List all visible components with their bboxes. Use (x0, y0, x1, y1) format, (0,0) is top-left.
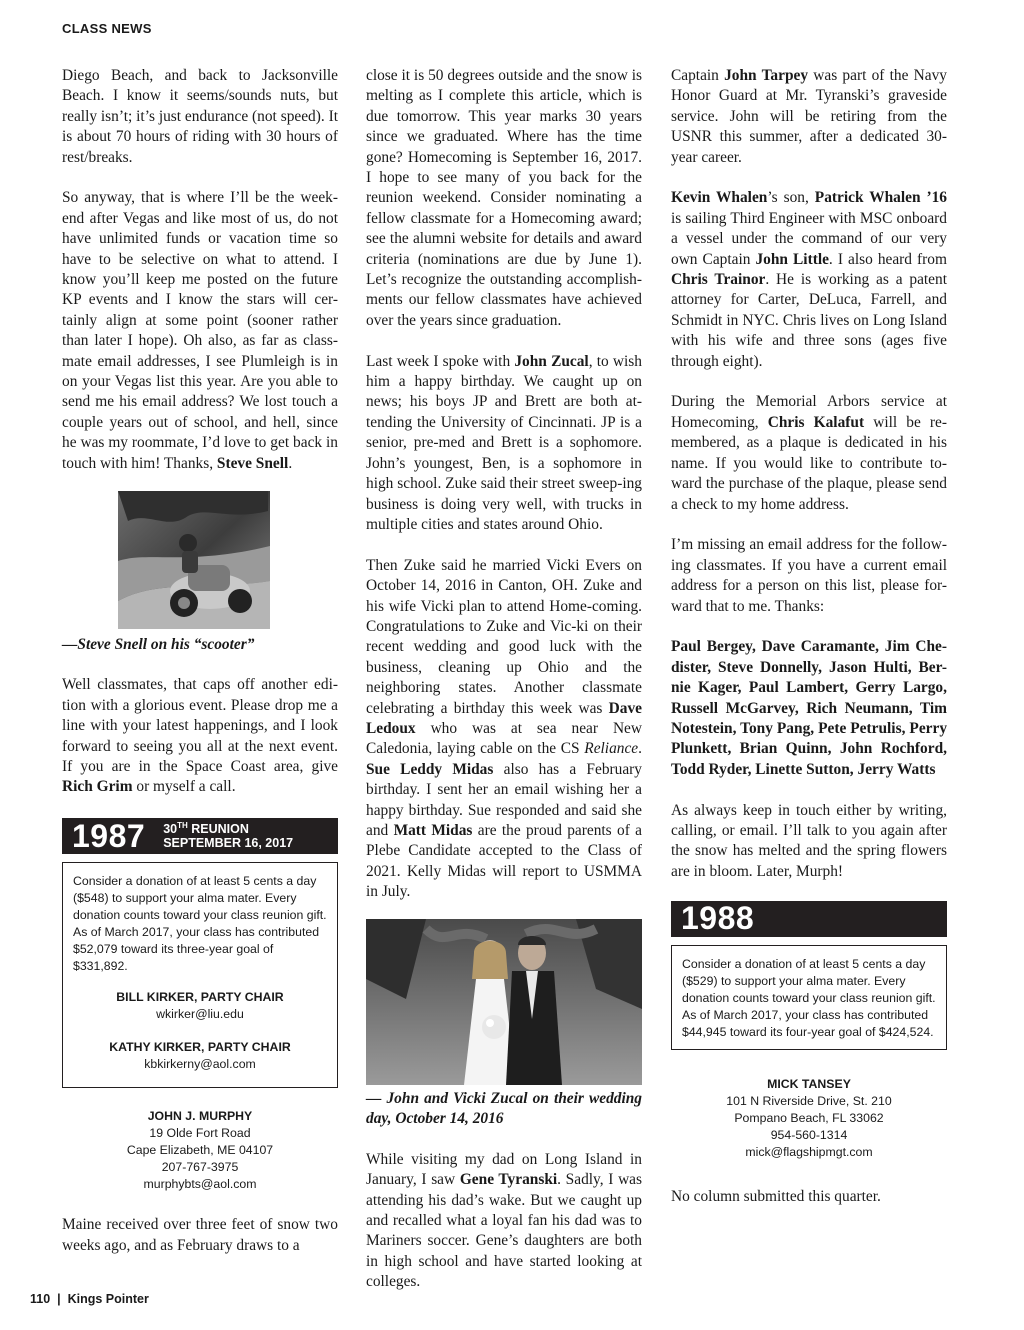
magazine-name: Kings Pointer (67, 1292, 149, 1306)
column-1 (62, 66, 338, 1276)
secretary-city: Cape Elizabeth, ME 04107 (126, 1143, 274, 1158)
class-year: 1988 (681, 900, 755, 937)
page-footer (30, 1292, 149, 1306)
signoff-name: Steve Snell (216, 454, 289, 472)
paragraph: close it is 50 degrees outside and the snow is melting as I complete this article, which is due tomorrow. This year marks 30 years since we graduated. Where has the time gone? Homecoming is September 16, 2017. I hope to see many of you back for the reunion weekend. Consider nominating a fellow classmate for a Homecoming award; see the alumni website for details and award criteria (nominations are due by June 1). Let’s recognize the outstanding accomplish-ments our fellow classmates have achieved over the years since graduation. (366, 67, 642, 329)
secretary-name: JOHN J. MURPHY (147, 1109, 253, 1124)
party-chair-name: BILL KIRKER, PARTY CHAIR (116, 990, 284, 1005)
secretary-email[interactable]: mick@flagshipmgt.com (745, 1144, 873, 1159)
class-year-banner (671, 901, 947, 937)
party-chair-email[interactable]: kbkirkerny@aol.com (144, 1057, 256, 1072)
paragraph: Last week I spoke with John Zucal, to wish him a happy birthday. We caught up on news; his boys JP and Brett are both at-tending the University of Cincinnati. JP is a senior, pre-med and Brett is a sophomore. John’s youngest, Ben, is a sophomore in high school. Zuke said their street sweep-ing business is doing very well, with trucks in multiple cities and states around Ohio. (366, 352, 642, 533)
page-number: 110 (30, 1292, 51, 1306)
class-secretary (671, 1076, 947, 1161)
secretary-email[interactable]: murphybts@aol.com (143, 1177, 257, 1192)
class-secretary (62, 1108, 338, 1193)
paragraph: Captain John Tarpey was part of the Navy Honor Guard at Mr. Tyranski’s graveside service. John will be retiring from the USNR this summer, after a dedicated 30-year career. (671, 67, 947, 166)
column-2 (366, 66, 642, 1313)
class-year-banner (62, 818, 338, 854)
paragraph: No column submitted this quarter. (671, 1187, 881, 1205)
motorcycle-photo (118, 491, 270, 629)
photo-caption: —Steve Snell on his “scooter” (62, 635, 255, 653)
donation-text: Consider a donation of at least 5 cents a day ($548) to support your alma mater. Every donation counts toward your class reunion gift. As of March 2017, your class has contributed $52,079 toward its three-year goal of $331,892. (73, 874, 327, 974)
paragraph: Well classmates, that caps off another edi-tion with a glorious event. Please drop me a line with your latest happenings, and I look forward to seeing you all at the next event. If you are in the Space Coast area, give Rich Grim or myself a call. (62, 676, 338, 796)
paragraph: During the Memorial Arbors service at Homecoming, Chris Kalafut will be re-membered, as a plaque is dedicated in his name. If you would like to contribute to-ward the purchase of the plaque, please send a check to my home address. (671, 393, 947, 513)
party-chair-name: KATHY KIRKER, PARTY CHAIR (109, 1040, 291, 1055)
paragraph: While visiting my dad on Long Island in January, I saw Gene Tyranski. Sadly, I was attending his dad’s wake. But we caught up and recalled what a loyal fan his dad was to Mariners soccer. Gene’s daughters are both in high school and have started looking at colleges. (366, 1150, 643, 1291)
party-chair-email[interactable]: wkirker@liu.edu (156, 1007, 244, 1022)
reunion-info: 30TH REUNION SEPTEMBER 16, 2017 (163, 820, 294, 851)
paragraph: I’m missing an email address for the follow-ing classmates. If you have a current email address for a person on this list, please for-ward that to me. Thanks: (671, 536, 947, 615)
donation-box (62, 862, 338, 1088)
paragraph: Diego Beach, and back to Jacksonville Beach. I know it seems/sounds nuts, but really isn’t; it’s just endurance (not speed). It is about 70 hours of riding with 30 hours of rest/breaks. (62, 67, 338, 166)
secretary-address: 19 Olde Fort Road (149, 1126, 251, 1141)
class-year: 1987 (72, 817, 146, 854)
secretary-city: Pompano Beach, FL 33062 (734, 1110, 884, 1125)
column-3 (671, 66, 947, 1227)
paragraph: Then Zuke said he married Vicki Evers on October 14, 2016 in Canton, OH. Zuke and his wife Vicki plan to attend Home-coming. Congratulations to Zuke and Vic-ki on their recent wedding and good luck with the business, cleaning up Ohio and the neighboring states. Another classmate celebrating a birthday this week was Dave Ledoux who was at sea near New Caledonia, laying cable on the CS Reliance. Sue Leddy Midas also has a February birthday. I sent her an email wishing her a happy birthday. Sue responded and said she and Matt Midas are the proud parents of a Plebe Candidate accepted to the Class of 2021. Kelly Midas will report to USMMA in July. (366, 556, 642, 901)
paragraph: Kevin Whalen’s son, Patrick Whalen ’16 is sailing Third Engineer with MSC onboard a vessel under the command of our very own Captain John Little. I also heard from Chris Trainor. He is working as a patent attorney for Carter, DeLuca, Farrell, and Schmidt in NYC. Chris lives on Long Island with his wife and three sons (ages five through eight). (671, 189, 948, 370)
footer-separator: | (57, 1292, 61, 1306)
secretary-phone: 207-767-3975 (161, 1160, 239, 1175)
secretary-address: 101 N Riverside Drive, St. 210 (726, 1093, 892, 1108)
secretary-phone: 954-560-1314 (770, 1127, 848, 1142)
paragraph: So anyway, that is where I’ll be the week-end after Vegas and like most of us, do not have unlimited funds or vacation time so have to be selective on what to attend. I know you’ll keep me posted on the future KP events and I know the stars will cer-tainly align at some point (sooner rather than later I hope). Oh also, as far as class-mate email addresses, I see Plumleigh is in on your Vegas list this year. Are you able to send me his email address? We lost touch a couple years out of school, and hell, since he was my roommate, I’d love to get back in touch with him! Thanks, Steve Snell. (62, 189, 338, 472)
secretary-name: MICK TANSEY (767, 1076, 851, 1091)
donation-text: Consider a donation of at least 5 cents a day ($529) to support your alma mater. Every donation counts toward your class reunion gift. As of March 2017, your class has contributed $44,945 toward its four-year goal of $424,524. (682, 956, 936, 1039)
missing-email-list: Paul Bergey, Dave Caramante, Jim Che-dister, Steve Donnelly, Jason Hulti, Ber-nie Kager, Paul Lambert, Gerry Largo, Russell McGarvey, Rich Neumann, Tim Notestein, Tony Pang, Pete Petrulis, Perry Plunkett, Brian Quinn, John Rochford, Todd Ryder, Linette Sutton, Jerry Watts (671, 638, 948, 778)
paragraph: As always keep in touch either by writing, calling, or email. I’ll talk to you again after the snow has melted and the spring flowers are in bloom. Later, Murph! (671, 801, 947, 880)
section-header: CLASS NEWS (62, 21, 152, 36)
wedding-photo (366, 919, 642, 1085)
paragraph: Maine received over three feet of snow two weeks ago, and as February draws to a (62, 1216, 338, 1254)
donation-box (671, 945, 947, 1050)
photo-caption: — John and Vicki Zucal on their wedding day, October 14, 2016 (366, 1090, 642, 1128)
